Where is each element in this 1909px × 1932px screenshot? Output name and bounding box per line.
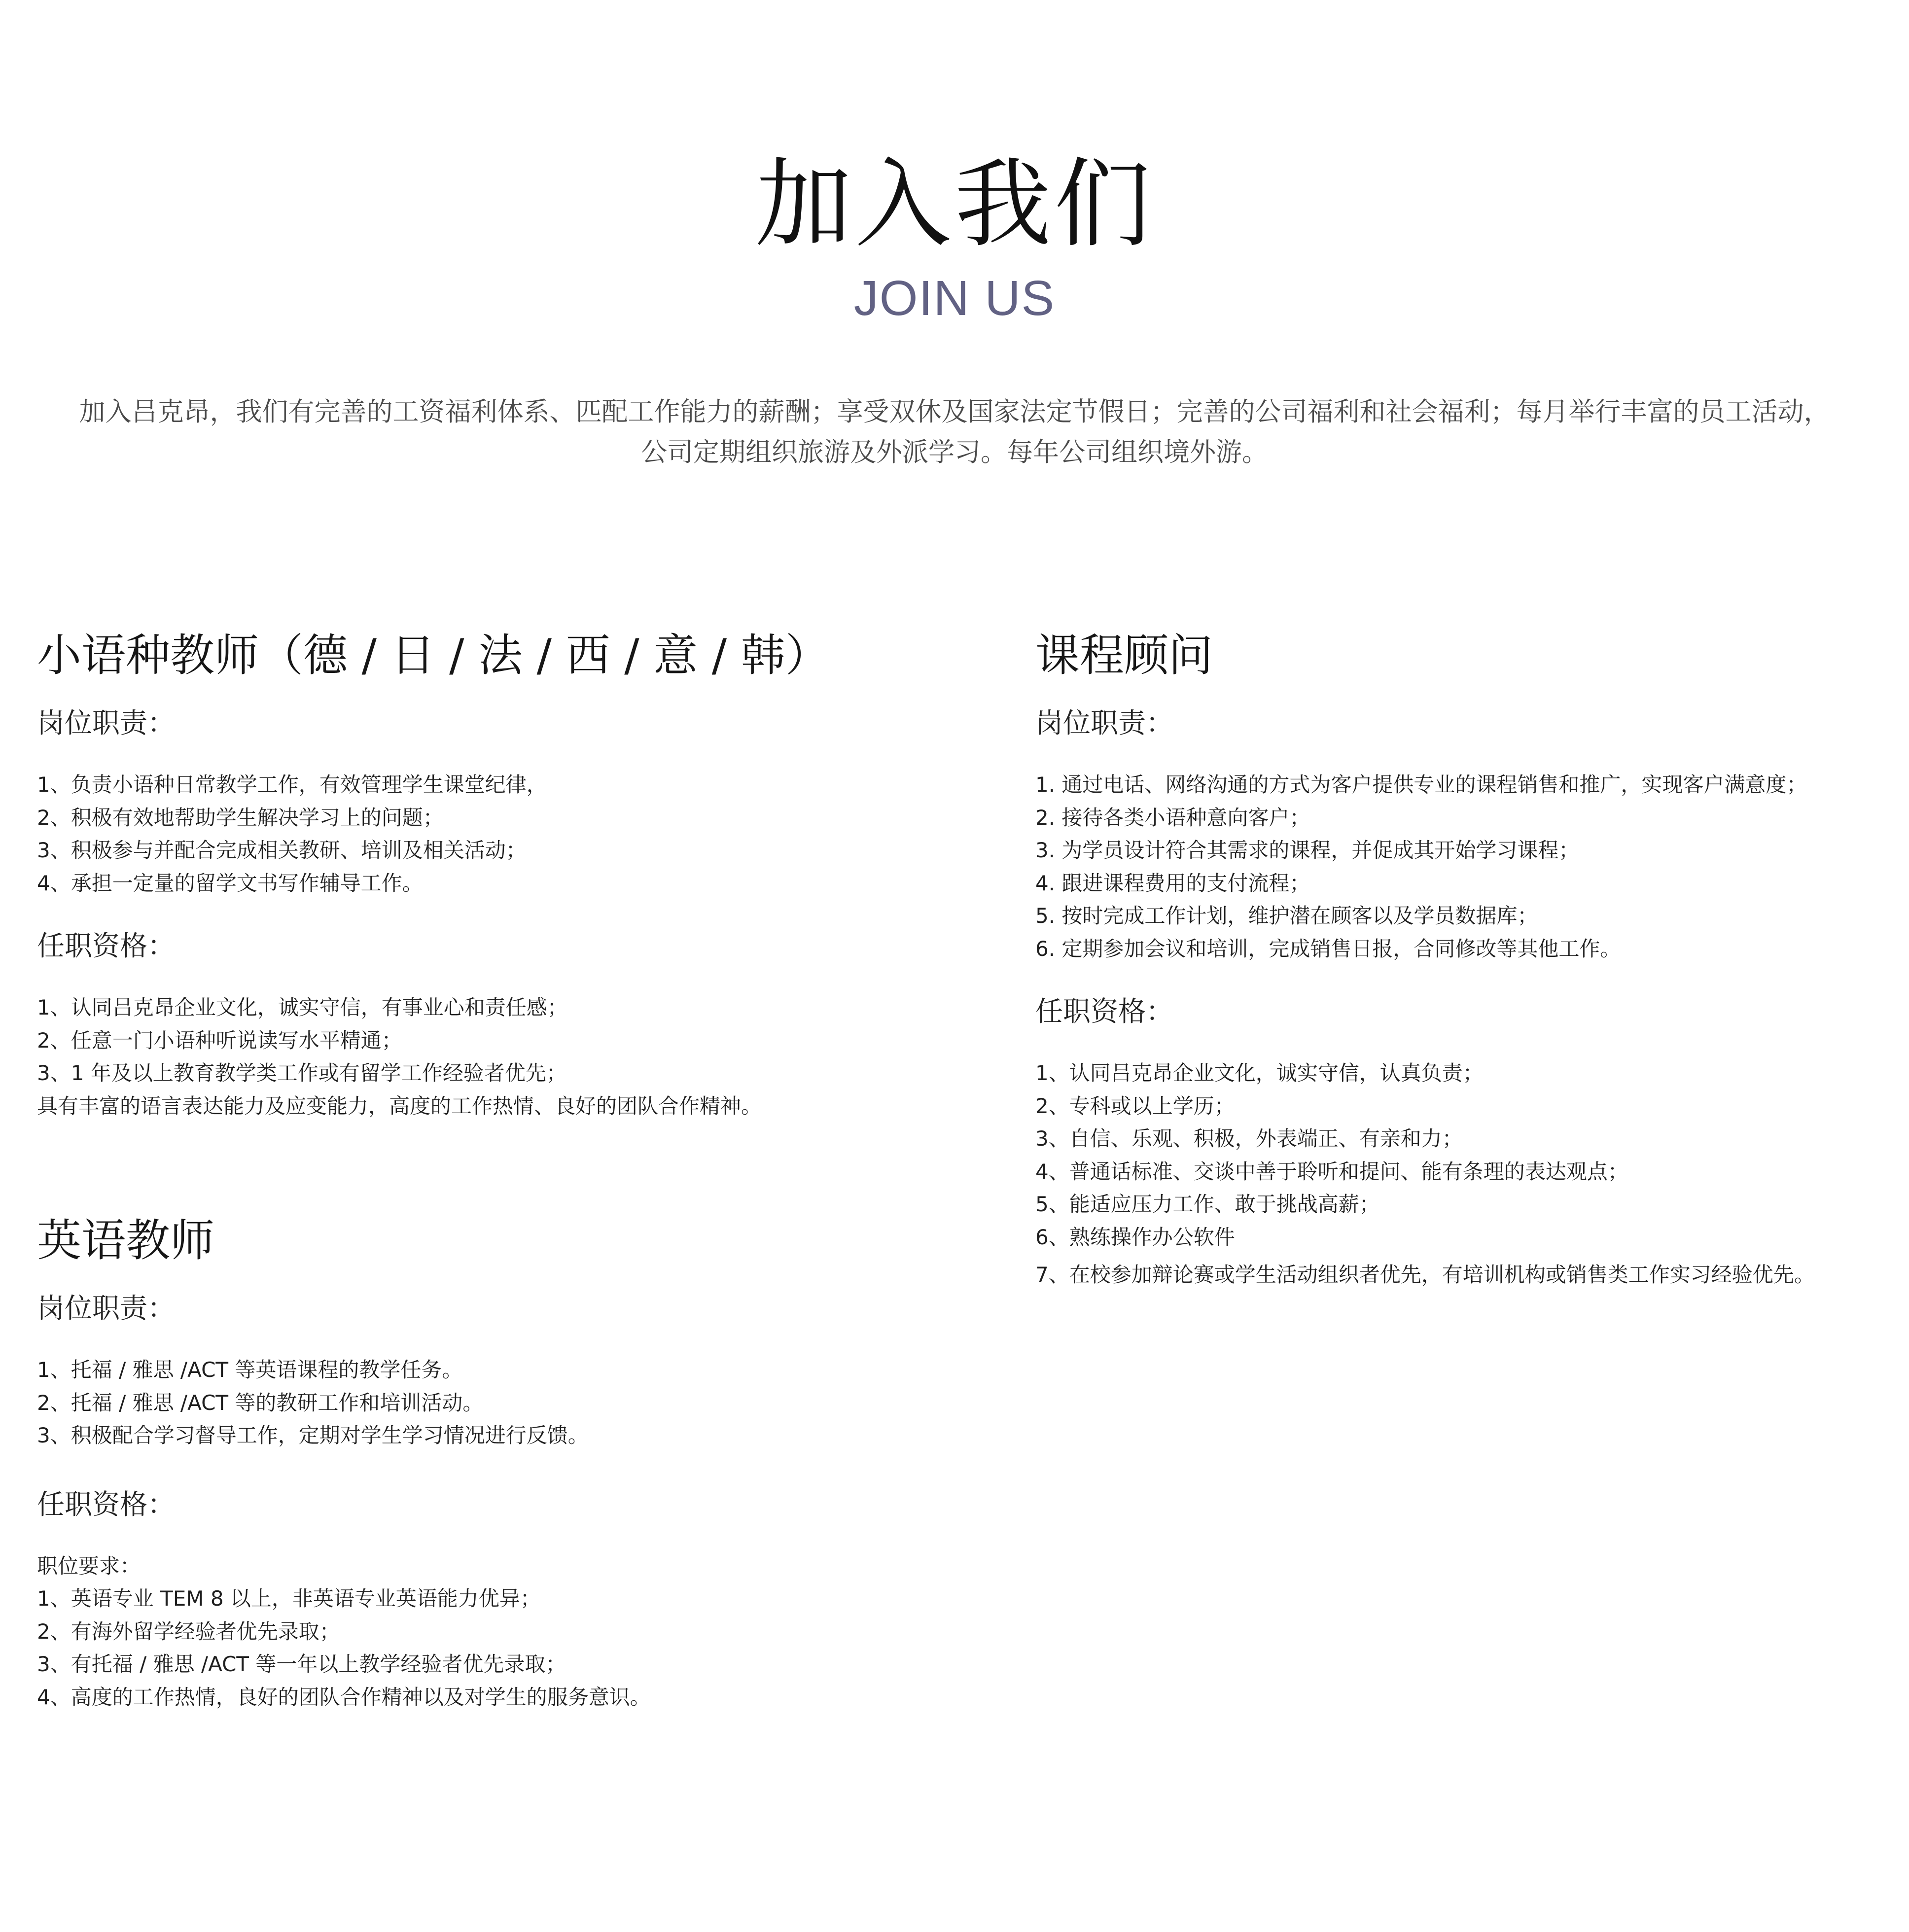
list-item: 3、有托福 / 雅思 /ACT 等一年以上教学经验者优先录取； bbox=[37, 1652, 566, 1676]
list-item: 6. 定期参加会议和培训，完成销售日报，合同修改等其他工作。 bbox=[1035, 936, 1621, 961]
duties-list bbox=[37, 769, 998, 900]
requirements-lead: 职位要求： bbox=[37, 1553, 141, 1578]
job-english-teacher bbox=[37, 1209, 998, 1714]
list-item: 2、任意一门小语种听说读写水平精通； bbox=[37, 1028, 402, 1053]
list-item: 4、高度的工作热情，良好的团队合作精神以及对学生的服务意识。 bbox=[37, 1685, 651, 1709]
intro-paragraph bbox=[74, 392, 1835, 473]
job-title: 小语种教师（德 / 日 / 法 / 西 / 意 / 韩） bbox=[37, 630, 830, 681]
list-item: 3、积极配合学习督导工作，定期对学生学习情况进行反馈。 bbox=[37, 1423, 589, 1447]
right-column bbox=[1035, 624, 1893, 1292]
list-item: 4. 跟进课程费用的支付流程； bbox=[1035, 871, 1310, 895]
duties-heading: 岗位职责： bbox=[37, 707, 175, 739]
list-item: 2、有海外留学经验者优先录取； bbox=[37, 1619, 340, 1644]
left-column bbox=[37, 624, 998, 1714]
list-item: 2、专科或以上学历； bbox=[1035, 1093, 1235, 1118]
list-item: 3、自信、乐观、积极，外表端正、有亲和力； bbox=[1035, 1126, 1463, 1151]
list-item: 4、普通话标准、交谈中善于聆听和提问、能有条理的表达观点； bbox=[1035, 1159, 1628, 1184]
job-course-advisor bbox=[1035, 624, 1893, 1292]
intro-line: 公司定期组织旅游及外派学习。每年公司组织境外游。 bbox=[641, 437, 1268, 467]
list-item: 1、英语专业 TEM 8 以上，非英语专业英语能力优异； bbox=[37, 1586, 541, 1611]
list-item: 2、托福 / 雅思 /ACT 等的教研工作和培训活动。 bbox=[37, 1390, 484, 1415]
list-item: 4、承担一定量的留学文书写作辅导工作。 bbox=[37, 871, 423, 895]
page-title: 加入我们 bbox=[755, 148, 1154, 261]
requirements-heading: 任职资格： bbox=[37, 930, 175, 962]
job-title: 英语教师 bbox=[37, 1215, 214, 1266]
list-item: 具有丰富的语言表达能力及应变能力，高度的工作热情、良好的团队合作精神。 bbox=[37, 1093, 762, 1118]
job-minor-language-teacher bbox=[37, 624, 998, 1123]
requirements-heading: 任职资格： bbox=[37, 1488, 175, 1521]
requirements-list bbox=[37, 991, 998, 1123]
list-item: 2. 接待各类小语种意向客户； bbox=[1035, 805, 1310, 830]
duties-section bbox=[37, 702, 998, 900]
requirements-list bbox=[1035, 1057, 1893, 1292]
list-item: 1、托福 / 雅思 /ACT 等英语课程的教学任务。 bbox=[37, 1358, 463, 1382]
list-item: 1. 通过电话、网络沟通的方式为客户提供专业的课程销售和推广，实现客户满意度； bbox=[1035, 773, 1807, 797]
list-item: 5、能适应压力工作、敢于挑战高薪； bbox=[1035, 1192, 1380, 1216]
job-title: 课程顾问 bbox=[1035, 630, 1213, 681]
list-item: 1、认同吕克昂企业文化，诚实守信，有事业心和责任感； bbox=[37, 995, 568, 1019]
duties-section bbox=[1035, 702, 1893, 965]
duties-heading: 岗位职责： bbox=[37, 1293, 175, 1325]
duties-section bbox=[37, 1287, 998, 1452]
list-item: 1、负责小语种日常教学工作，有效管理学生课堂纪律， bbox=[37, 773, 547, 797]
requirements-section bbox=[37, 1483, 998, 1714]
requirements-section bbox=[37, 924, 998, 1123]
list-item: 3. 为学员设计符合其需求的课程，并促成其开始学习课程； bbox=[1035, 838, 1580, 862]
list-item: 2、积极有效地帮助学生解决学习上的问题； bbox=[37, 805, 444, 830]
list-item: 6、熟练操作办公软件 bbox=[1035, 1225, 1235, 1249]
intro-line: 加入吕克昂，我们有完善的工资福利体系、匹配工作能力的薪酬；享受双休及国家法定节假日；完善的公司福利和社会福利；每月举行丰富的员工活动， bbox=[79, 397, 1830, 427]
list-item: 1、认同吕克昂企业文化，诚实守信，认真负责； bbox=[1035, 1061, 1484, 1085]
page-subtitle: JOIN US bbox=[853, 271, 1056, 326]
duties-list bbox=[1035, 769, 1893, 965]
list-item: 3、1 年及以上教育教学类工作或有留学工作经验者优先； bbox=[37, 1061, 567, 1085]
requirements-section bbox=[1035, 990, 1893, 1292]
list-item: 7、在校参加辩论赛或学生活动组织者优先，有培训机构或销售类工作实习经验优先。 bbox=[1035, 1263, 1815, 1287]
duties-heading: 岗位职责： bbox=[1035, 707, 1173, 739]
list-item: 3、积极参与并配合完成相关教研、培训及相关活动； bbox=[37, 838, 527, 862]
duties-list bbox=[37, 1354, 998, 1452]
requirements-heading: 任职资格： bbox=[1035, 996, 1173, 1028]
list-item: 5. 按时完成工作计划，维护潜在顾客以及学员数据库； bbox=[1035, 904, 1538, 928]
requirements-list bbox=[37, 1582, 998, 1714]
